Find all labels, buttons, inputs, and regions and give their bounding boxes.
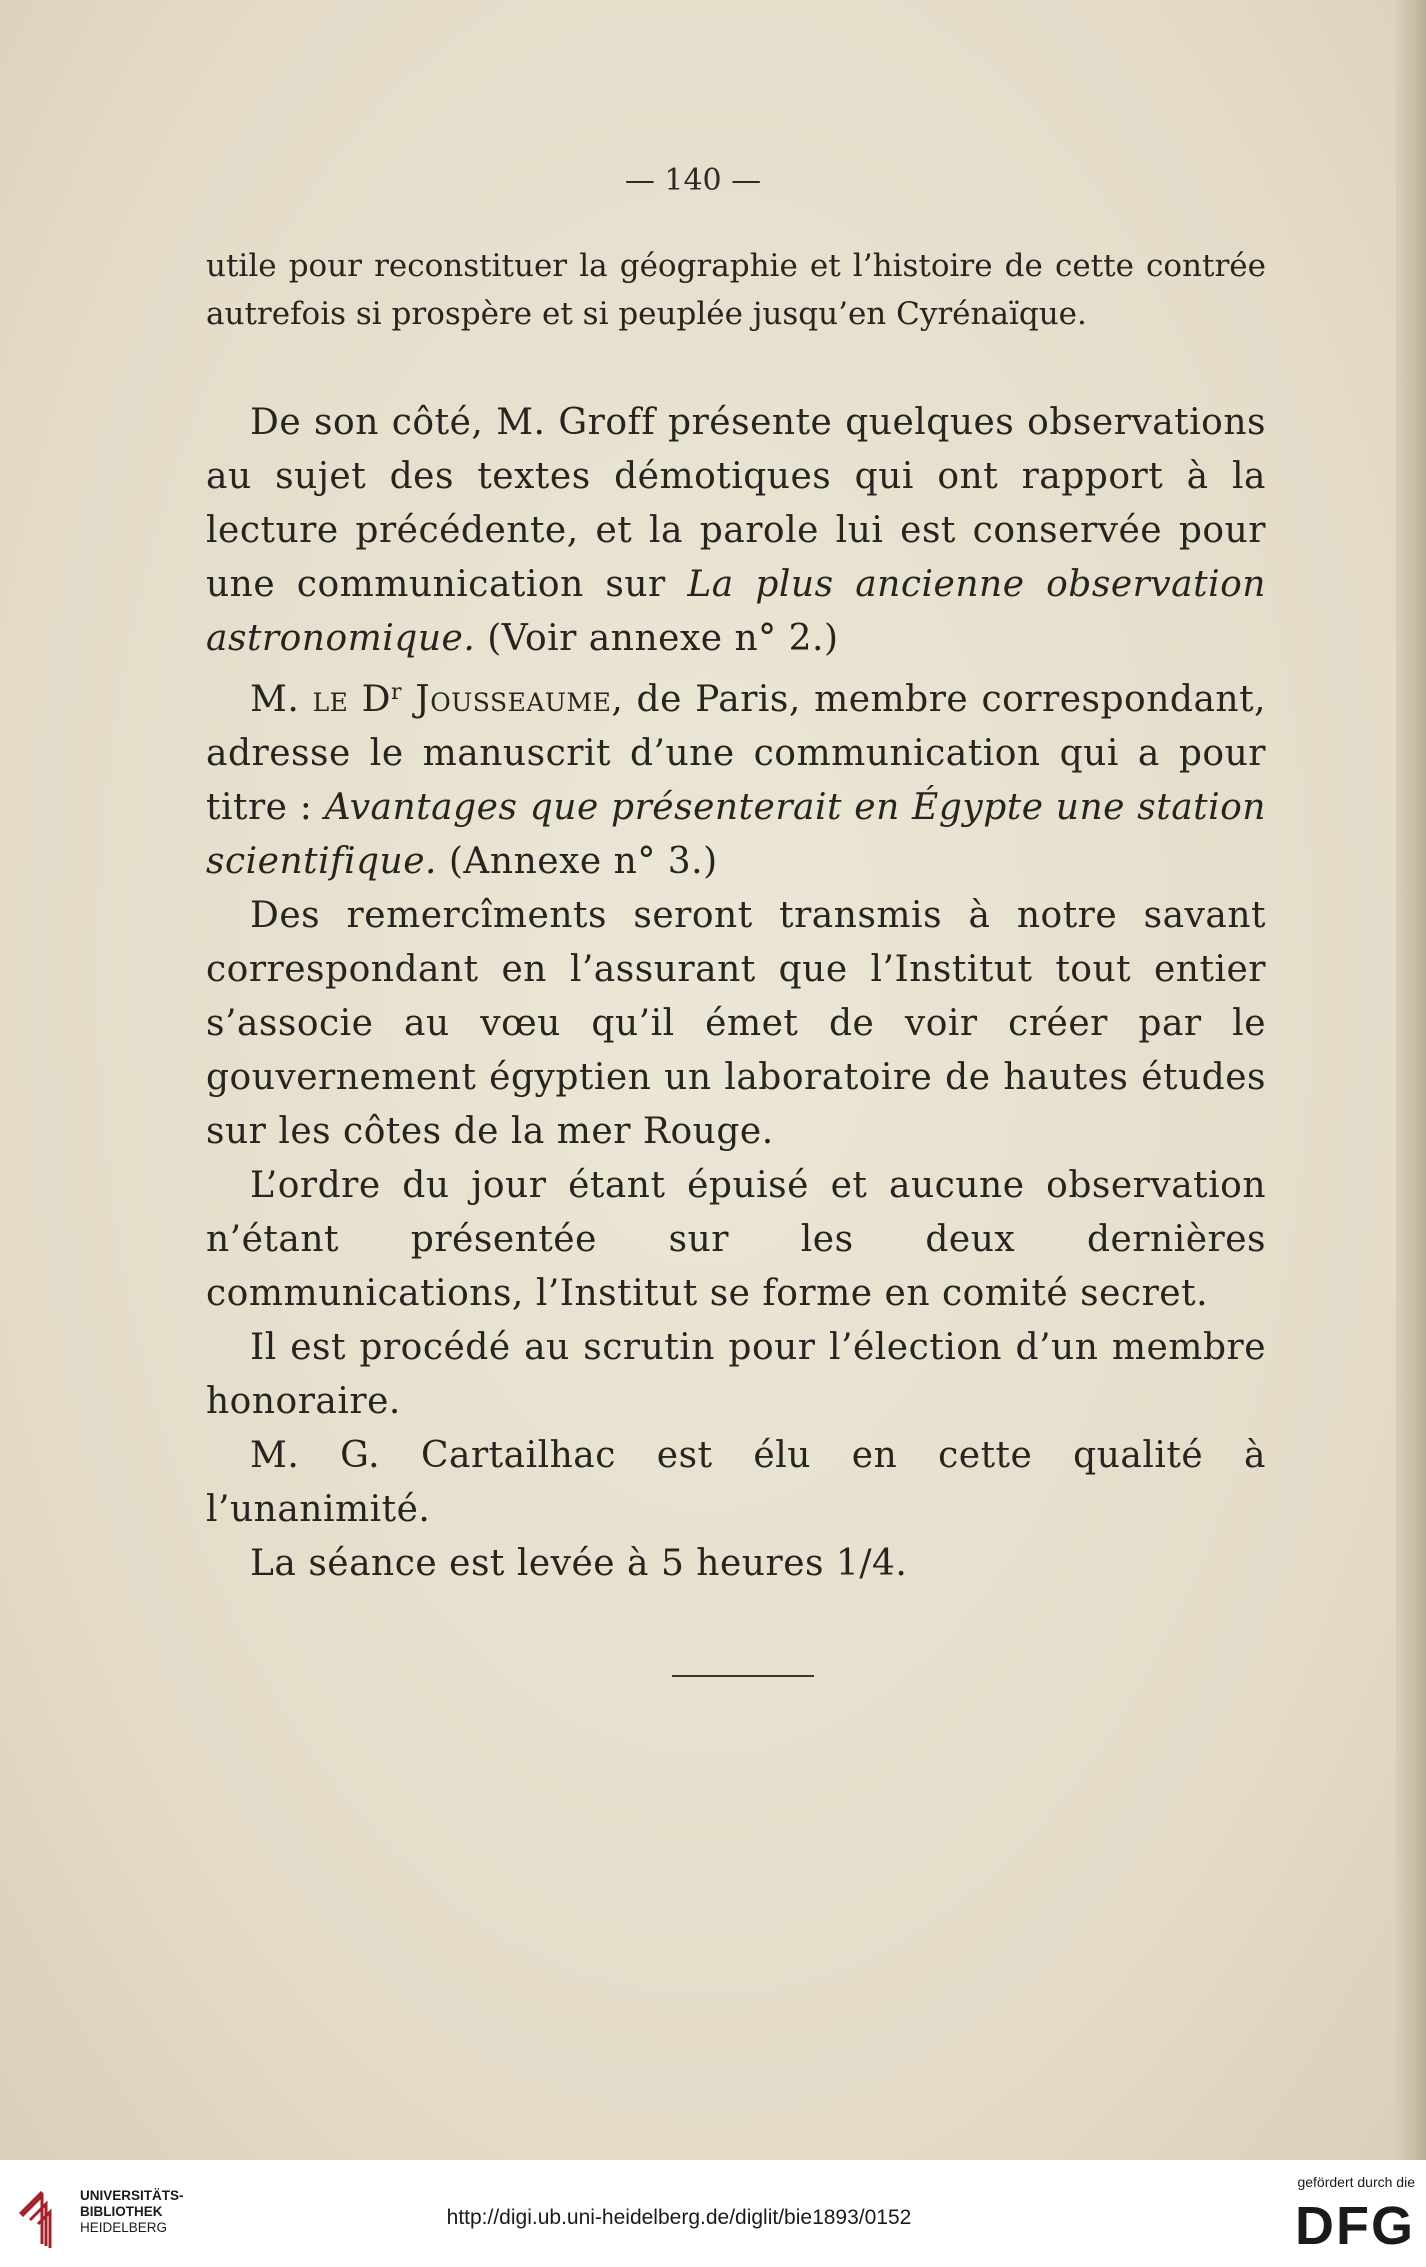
- opening-paragraph: utile pour reconstituer la géographie et l’histoire de cette contrée autrefois si prospère et si peuplée jusqu’en Cyrénaïque.: [206, 248, 1266, 332]
- annex-reference: (Annexe n° 3.): [436, 841, 718, 882]
- funding-caption: gefördert durch die: [1297, 2174, 1415, 2190]
- italic-title: Avantages que présenterait en Égypte une station scientifique.: [206, 787, 1266, 882]
- library-name-line: BIBLIOTHEK: [80, 2204, 163, 2219]
- paragraph-remerciments: Des remercîments seront transmis à notre savant correspondant en l’assurant que l’Institut tout entier s’associe au vœu qu’il émet de voir créer par le gouvernement égyptien un laboratoire de hautes études sur les côtes de la mer Rouge.: [206, 895, 1266, 1152]
- paragraph-text: M.: [250, 679, 313, 720]
- paragraph-text: , de Paris, membre correspondant, adresse le manuscrit d’une communication qui a pour titre :: [206, 679, 1267, 828]
- superscript: r: [391, 680, 403, 705]
- dfg-logo: DFG: [1295, 2196, 1415, 2256]
- paragraph-election: M. G. Cartailhac est élu en cette qualité à l’unanimité.: [206, 1435, 1266, 1530]
- small-caps-text: le: [312, 679, 349, 720]
- annex-reference: (Voir annexe n° 2.): [475, 618, 839, 659]
- small-caps-name: Jousseaume: [402, 679, 612, 720]
- end-rule: [672, 1675, 814, 1677]
- library-name-line: UNIVERSITÄTS-: [80, 2188, 184, 2203]
- paragraph-ordre-du-jour: L’ordre du jour étant épuisé et aucune observation n’étant présentée sur les deux dernières communications, l’Institut se forme en comité secret.: [206, 1165, 1266, 1314]
- paragraph-scrutin: Il est procédé au scrutin pour l’élection d’un membre honoraire.: [206, 1327, 1266, 1422]
- paragraph-seance-levee: La séance est levée à 5 heures 1/4.: [250, 1543, 908, 1584]
- library-name-line: HEIDELBERG: [80, 2220, 168, 2235]
- paragraph-text: De son côté, M. Groff présente quelques observations au sujet des textes démotiques qui ont rapport à la lecture précédente, et la parole lui est conservée pour une communication sur: [206, 402, 1266, 605]
- paragraph-groff: [206, 396, 1266, 666]
- source-url-link[interactable]: http://digi.ub.uni-heidelberg.de/diglit/bie1893/0152: [446, 2206, 912, 2229]
- page-number: — 140 —: [624, 163, 762, 198]
- italic-title: La plus ancienne observation astronomique.: [206, 564, 1266, 659]
- paragraph-text: D: [348, 679, 392, 720]
- body-text: [206, 396, 1266, 1591]
- page-edge-shadow: [1396, 0, 1426, 2160]
- paragraph-jousseaume: [206, 666, 1266, 889]
